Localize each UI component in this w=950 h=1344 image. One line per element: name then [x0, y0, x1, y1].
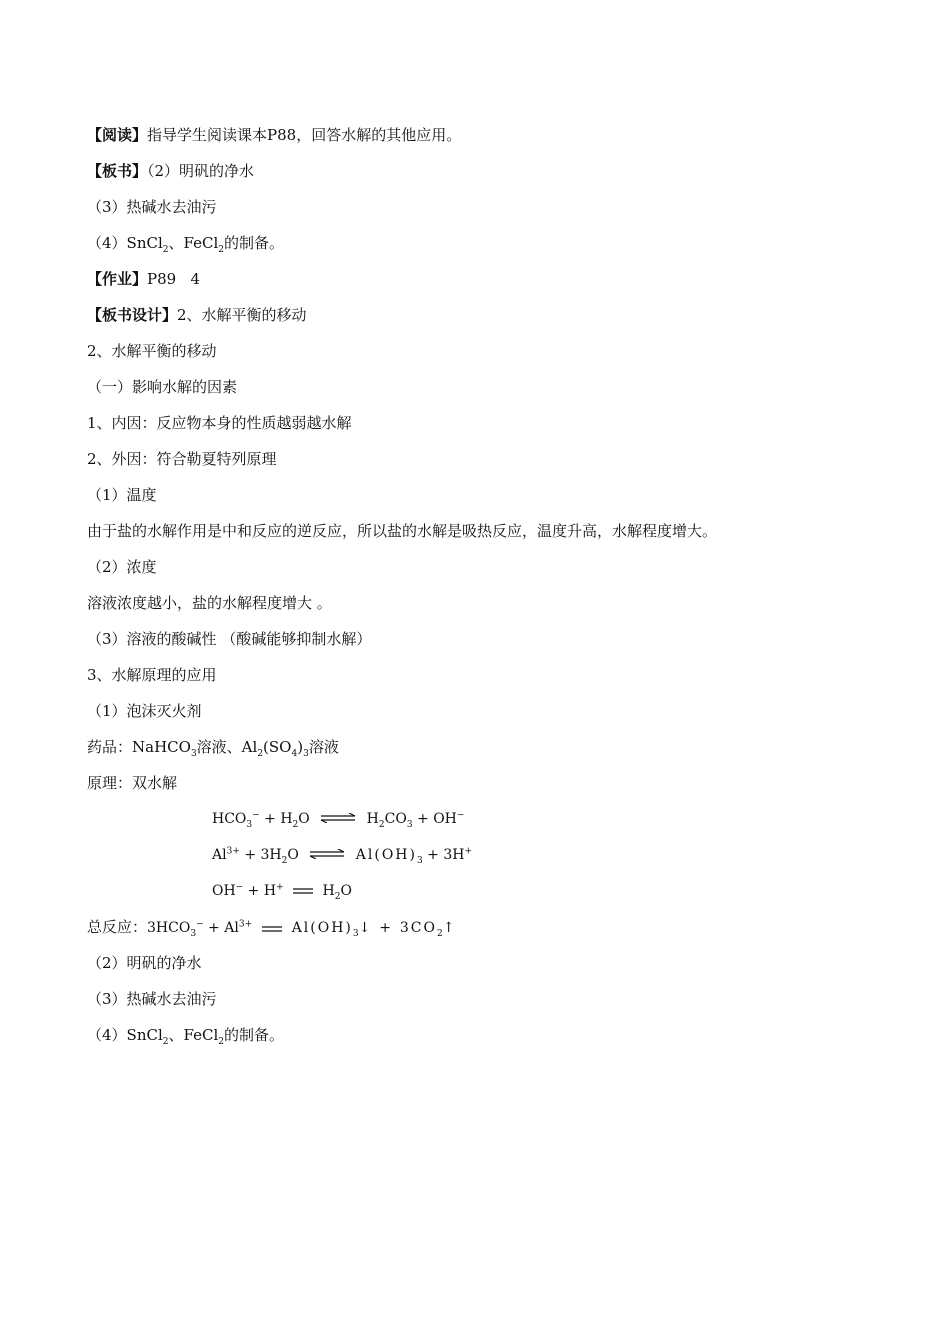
board-line: [87, 161, 254, 181]
gas-arrow-icon: ↑: [442, 920, 455, 936]
text-line: 由于盐的水解作用是中和反应的逆反应，所以盐的水解是吸热反应，温度升高，水解程度增大。: [87, 522, 718, 540]
text-line: （1）泡沫灭火剂: [87, 702, 202, 720]
homework-line: [87, 269, 200, 289]
reading-tag: 【阅读】: [87, 126, 148, 144]
text-line: （1）温度: [87, 486, 157, 504]
text-line: （3）溶液的酸碱性 （酸碱能够抑制水解）: [87, 630, 372, 648]
equation-neutralization: OH− + H+ $H_2O$: [212, 882, 352, 902]
text-line: （4）SnCl$_2$、FeCl$_2$的制备。: [87, 1026, 284, 1047]
board-design-text: 2、水解平衡的移动: [177, 306, 307, 324]
equals-sign-icon: [293, 881, 313, 901]
section-heading: 3、水解原理的应用: [87, 666, 217, 684]
homework-tag: 【作业】: [87, 270, 148, 288]
total-reaction-line: 总反应：$3HCO_3^- + Al^{3+}$ $Al(OH)_3↓$ + $3CO_2↑$: [87, 918, 455, 939]
equilibrium-arrow-icon: [309, 845, 345, 865]
equation-aluminium-hydrolysis: $Al^{3+} + 3H_2O$ $Al(OH)_3 + 3H^+$: [212, 846, 473, 866]
reagent-line: 药品：NaHCO$_3$溶液、$Al_2(SO_4)_3$溶液: [87, 738, 339, 759]
board-text: （2）明矾的净水: [147, 162, 255, 180]
homework-text: P89 4: [147, 270, 201, 288]
section-heading: 2、水解平衡的移动: [87, 342, 217, 360]
equation-bicarbonate-hydrolysis: $HCO_3^- + H_2O$ $H_2CO_3 + OH^-$: [212, 810, 465, 830]
equals-sign-icon: [262, 918, 282, 938]
text-line: （3）热碱水去油污: [87, 198, 217, 216]
equilibrium-arrow-icon: [320, 809, 356, 829]
precipitate-arrow-icon: ↓: [358, 920, 371, 936]
board-design-tag: 【板书设计】: [87, 306, 178, 324]
text-line: （2）浓度: [87, 558, 157, 576]
reading-text: 指导学生阅读课本P88，回答水解的其他应用。: [147, 126, 462, 144]
text-line: 1、内因：反应物本身的性质越弱越水解: [87, 414, 352, 432]
text-line: 溶液浓度越小，盐的水解程度增大 。: [87, 594, 332, 612]
reading-line: [87, 125, 461, 145]
principle-line: 原理：双水解: [87, 774, 178, 792]
text-line: （2）明矾的净水: [87, 954, 202, 972]
board-tag: 【板书】: [87, 162, 148, 180]
text-line: 2、外因：符合勒夏特列原理: [87, 450, 277, 468]
text-line: （3）热碱水去油污: [87, 990, 217, 1008]
total-reaction-label: 总反应：: [87, 918, 148, 936]
board-design-line: [87, 305, 307, 325]
text-line: （4）SnCl$_2$、FeCl$_2$的制备。: [87, 234, 284, 255]
subsection-heading: （一）影响水解的因素: [87, 378, 238, 396]
